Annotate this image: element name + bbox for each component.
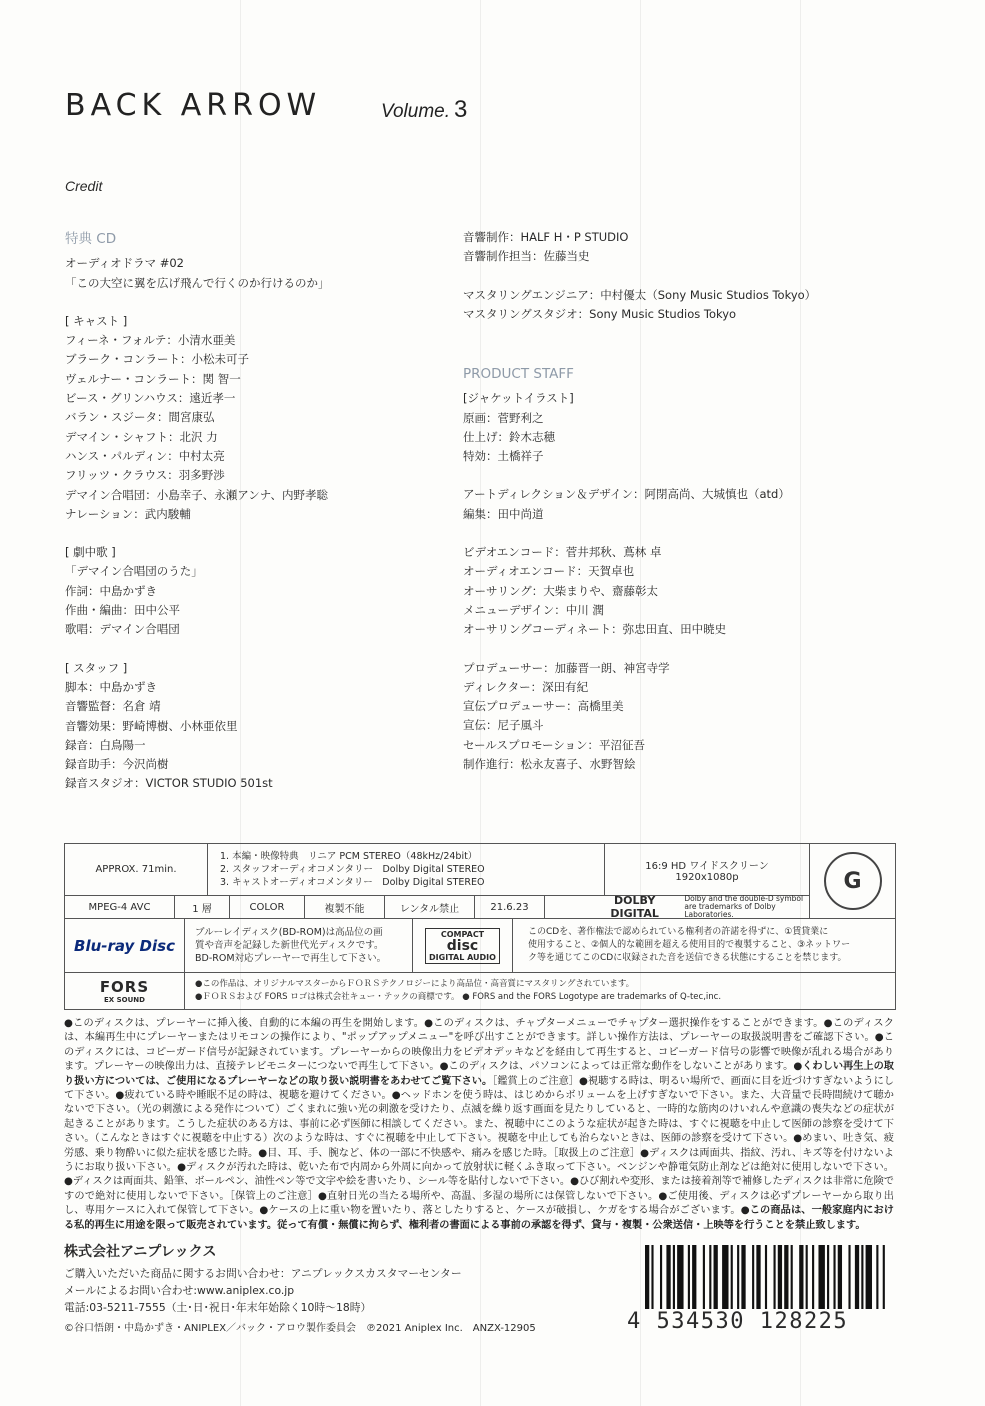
barcode-bar: [818, 1245, 824, 1309]
barcode-bar: [692, 1245, 696, 1309]
credit-line: 宣伝プロデューサー：高橋里美: [463, 699, 624, 714]
screen-cell: [605, 844, 810, 896]
barcode-bar: [666, 1245, 670, 1309]
barcode-bar: [833, 1245, 835, 1309]
runtime: APPROX. 71min.: [95, 864, 177, 875]
barcode-bar: [883, 1245, 885, 1309]
credit-line: 特効：土橋祥子: [463, 449, 544, 464]
credit-line: 「この大空に翼を広げ飛んで行くのか行けるのか」: [65, 275, 330, 290]
seal-cell: [810, 844, 895, 919]
section-heading: 特典 CD: [65, 231, 117, 247]
credit-line: アートディレクション＆デザイン：阿閉高尚、大城慎也（atd）: [463, 487, 790, 502]
credit-line: 編集：田中尚道: [463, 506, 544, 521]
spacer: [463, 466, 790, 485]
copyright: ©谷口悟朗・中島かずき・ANIPLEX／バック・アロウ製作委員会 ℗2021 Aniplex Inc. ANZX-12905: [64, 1323, 536, 1334]
bd-note-1: ブルーレイディスク(BD-ROM)は高品位の画: [195, 927, 383, 938]
barcode-bar: [722, 1245, 728, 1309]
track-3: 3. キャストオーディオコメンタリー Dolby Digital STEREO: [220, 877, 485, 888]
credit-line: フィーネ・フォルテ：小清水亜美: [65, 333, 236, 348]
barcode-bar: [673, 1245, 675, 1309]
warning-text-1: ●このディスクは、プレーヤーに挿入後、自動的に本編の再生を開始します。●このディスクは、チャプターメニューでチャプター選択操作をすることができます。●このディスクは、本編再生中にプレーヤーまたはリモコンの操作により、"ポップアップメニュー"を呼び出すことができます。詳しい操作方法は、プレーヤーの取扱説明書をご確認下さい。●このディスクには、コピーガード信号が記録されています。プレーヤーからの映像出力をビデオデッキなどを経由して再生すると、コピーガード信号の影響で映像が乱れる場合があります。プレーヤーの映像出力は、直接テレビモニターにつないで再生して下さい。●このディスクは、パソコンによっては正常な動作をしないことがあります。: [64, 1018, 894, 1073]
barcode-bar: [784, 1245, 788, 1309]
fors-note-cell: [185, 973, 895, 1009]
cd-logo-2: disc: [446, 937, 479, 954]
credit-line: ブラーク・コンラート：小松未可子: [65, 352, 249, 367]
copy-cell: [305, 896, 385, 919]
credit-line: ナレーション：武内駿輔: [65, 506, 191, 521]
copy-restriction: 複製不能: [324, 903, 365, 915]
credit-line: マスタリングエンジニア：中村優太（Sony Music Studios Tokyo）: [463, 287, 817, 302]
barcode-bar: [855, 1245, 859, 1309]
credit-line: バラン・スジータ：間宮康弘: [65, 410, 215, 425]
contact-line-3: 電話:03-5211-7555（土･日･祝日･年末年始除く10時～18時）: [64, 1301, 372, 1314]
credit-line: 宣伝：尼子風斗: [463, 718, 544, 733]
barcode-bar: [773, 1245, 775, 1309]
credit-line: セールスプロモーション：平沼征吾: [463, 737, 646, 752]
credit-line: 制作進行：松永友喜子、水野智絵: [463, 757, 636, 772]
barcode-bar: [660, 1245, 662, 1309]
credit-line: メニューデザイン：中川 潤: [463, 602, 604, 617]
barcode-bar: [765, 1245, 767, 1309]
compact-disc-logo-icon: [425, 928, 500, 964]
fors-note-1: ●この作品は、オリジナルマスターからＦＯＲＳテクノロジーにより高品位・高音質にマスタリングされています。: [195, 979, 635, 989]
credit-line: 「デマイン合唱団のうた」: [65, 564, 203, 579]
cd-note-3: ク等を通じてこのCDに収録された音を送信できる状態にすることを禁じます。: [528, 953, 847, 963]
section-heading: PRODUCT STAFF: [463, 366, 574, 382]
credit-line: 脚本：中島かずき: [65, 679, 157, 694]
warning-bold-2: ●この商品は、一般家庭内における私的再生に用途を限って販売されています。従って有償・無償に拘らず、権利者の書面による事前の承認を得ず、貸与・複製・公衆送信・上映等を行うことを禁止致します。: [64, 1205, 894, 1231]
spacer: [463, 524, 790, 543]
credit-line: ビース・グリンハウス：遠近孝一: [65, 391, 236, 406]
barcode-bar: [848, 1245, 850, 1309]
bluray-logo-icon: Blu-ray Disc: [74, 936, 175, 955]
credit-line: [ジャケットイラスト]: [463, 391, 574, 406]
volume-text: Volume.: [381, 101, 450, 122]
cd-note-cell: [513, 919, 895, 973]
credit-line: 録音助手：今沢尚樹: [65, 757, 169, 772]
credit-line: ヴェルナー・コンラート：関 智一: [65, 371, 241, 386]
screen-format: 16:9 HD ワイドスクリーン: [645, 860, 769, 872]
barcode-bar: [703, 1245, 705, 1309]
credit-line: オーディオエンコード：天賀卓也: [463, 564, 635, 579]
cd-logo-1: COMPACT: [440, 929, 485, 939]
barcode-bar: [731, 1245, 733, 1309]
barcode-icon: [645, 1245, 887, 1309]
release-date: 21.6.23: [490, 901, 529, 913]
credits-left-column: [65, 230, 330, 794]
credit-line: [ 劇中歌 ]: [65, 545, 116, 560]
barcode-bar: [838, 1245, 842, 1309]
barcode-number: 4 534530 128225: [627, 1309, 849, 1334]
runtime-cell: [65, 844, 208, 896]
credit-line: 録音：白鳥陽一: [65, 737, 146, 752]
codec: MPEG-4 AVC: [88, 901, 151, 913]
credit-line: 音響制作：HALF H・P STUDIO: [463, 230, 629, 244]
bd-note-2: 質や音声を記録した新世代光ディスクです。: [195, 940, 384, 951]
credit-line: オーサリング：大柴まりや、齋藤彰太: [463, 583, 659, 598]
rental-restriction: レンタル禁止: [399, 903, 460, 915]
credit-line: 録音スタジオ：VICTOR STUDIO 501st: [65, 776, 273, 791]
spacer: [65, 640, 330, 659]
track-1: 1. 本編・映像特典 リニア PCM STEREO（48kHz/24bit）: [220, 851, 478, 862]
credit-line: 音響効果：野崎博樹、小林亜依里: [65, 718, 238, 733]
barcode-bar: [714, 1245, 718, 1309]
spacer: [65, 293, 330, 312]
credit-line: オーサリングコーディネート：弥忠田直、田中暁史: [463, 622, 727, 637]
fors-note-2: ●ＦＯＲＳおよび FORS ロゴは株式会社キュー・テックの商標です。 ● FORS and the FORS Logotype are trademarks of Q-tec,inc.: [195, 992, 722, 1002]
barcode-bar: [799, 1245, 803, 1309]
barcode-bar: [688, 1245, 690, 1309]
fors-logo-cell: [65, 973, 185, 1009]
credit-line: ハンス・パルディン：中村太亮: [65, 448, 225, 463]
cd-note-2: 使用すること、②個人的な範囲を超える使用目的で複製すること、③ネットワー: [528, 940, 851, 950]
warning-bold-1: ●くわしい再生上の取り扱い方については、ご使用になるプレーヤーなどの取り扱い説明書をあわせてご覧下さい。: [64, 1061, 894, 1087]
credit-line: ビデオエンコード：菅井邦秋、蔦林 卓: [463, 545, 662, 560]
spacer: [65, 524, 330, 543]
credit-line: デマイン・シャフト：北沢 力: [65, 429, 218, 444]
screen-resolution: 1920x1080p: [675, 871, 739, 883]
track-2: 2. スタッフオーディオコメンタリー Dolby Digital STEREO: [220, 864, 485, 875]
fors-logo-icon: [100, 978, 149, 1004]
dolby-note: Dolby and the double-D symbol are trademarks of Dolby Laboratories.: [684, 894, 804, 919]
credit-heading: Credit: [65, 178, 103, 194]
barcode-bar: [791, 1245, 793, 1309]
credits-right-top: [463, 228, 816, 324]
barcode-bar: [737, 1245, 739, 1309]
fors-logo-text: FORS: [99, 978, 150, 996]
volume-label: [381, 96, 467, 124]
cd-logo-cell: [413, 919, 513, 973]
credit-line: 作詞：中島かずき: [65, 583, 157, 598]
spec-table: [64, 843, 896, 1010]
codec-cell: [65, 896, 175, 919]
credit-line: 音響制作担当：佐藤当史: [463, 249, 590, 264]
barcode-bar: [812, 1245, 814, 1309]
album-title: BACK ARROW: [65, 88, 322, 123]
barcode-bar: [756, 1245, 760, 1309]
credit-line: プロデューサー：加藤晋一朗、神宮寺学: [463, 660, 670, 675]
contact-line-1: ご購入いただいた商品に関するお問い合わせ：アニプレックスカスタマーセンター: [64, 1267, 462, 1280]
tracks-cell: [208, 844, 605, 896]
certification-seal-icon: G: [824, 852, 882, 910]
barcode-bar: [866, 1245, 872, 1309]
cd-logo-3: DIGITAL AUDIO: [429, 952, 496, 962]
credit-line: 原画：菅野利之: [463, 410, 544, 425]
bd-note-cell: [185, 919, 413, 973]
dolby-cell: [545, 896, 810, 919]
credit-line: オーディオドラマ #02: [65, 256, 185, 271]
company-name: 株式会社アニプレックス: [64, 1244, 217, 1260]
contact-info: [64, 1265, 462, 1316]
date-cell: [475, 896, 545, 919]
credit-line: フリッツ・クラウス：羽多野渉: [65, 468, 225, 483]
credit-line: 音響監督：名倉 靖: [65, 699, 161, 714]
barcode-bar: [709, 1245, 711, 1309]
contact-line-2: メールによるお問い合わせ:www.aniplex.co.jp: [64, 1284, 295, 1297]
rental-cell: [385, 896, 475, 919]
barcode-bar: [741, 1245, 745, 1309]
bluray-logo-cell: [65, 919, 185, 973]
barcode-bar: [752, 1245, 754, 1309]
barcode-bar: [861, 1245, 863, 1309]
barcode-bar: [778, 1245, 782, 1309]
fors-logo-sub: EX SOUND: [104, 996, 145, 1004]
color-cell: [230, 896, 305, 919]
barcode-bar: [651, 1245, 653, 1309]
layer-cell: [175, 896, 230, 919]
credit-line: ディレクター：深田有紀: [463, 679, 589, 694]
credit-line: 作曲・編曲：田中公平: [65, 603, 180, 618]
credit-line: 仕上げ：鈴木志穂: [463, 429, 555, 444]
warning-text-2: ［鑑賞上のご注意］●視聴する時は、明るい場所で、画面に目を近づけすぎないようにして下さい。●疲れている時や睡眠不足の時は、視聴を避けてください。●ヘッドホンを使う時は、はじめからボリュームを上げすぎないで下さい。また、大音量で長時間続けて聴かないで下さい。（光の刺激による発作について）ごくまれに強い光の刺激を受けたり、点滅を繰り返す画面を見たりしていると、一時的な筋肉のけいれんや意識の喪失などの症状が起きることがあります。こうした症状のある方は、事前に必ず医師に相談してください。また、視聴中にこのような症状が起きた時は、すぐに視聴を中止して医師の診察を受けて下さい。（こんなときはすぐに視聴を中止する）次のような時は、すぐに視聴を中止して下さい。視聴を中止しても治らないときは、医師の診察を受けて下さい。●めまい、吐き気、疲労感、乗り物酔いに似た症状を感じた時。●目、耳、手、腕など、体の一部に不快感や、痛みを感じた時。［取扱上のご注意］●ディスクは両面共、指紋、汚れ、キズ等を付けないようにお取り扱い下さい。●ディスクが汚れた時は、乾いた布で内周から外周に向かって放射状に軽くふき取って下さい。ベンジンや静電気防止剤などは絶対に使用しないで下さい。●ディスクは両面共、鉛筆、ボールペン、油性ペン等で文字や絵を書いたり、シール等を貼付しないで下さい。●ひび割れや変形、または接着剤等で補修したディスクは非常に危険ですので絶対に使用しないで下さい。［保管上のご注意］●直射日光の当たる場所や、高温、多湿の場所には保管しないで下さい。●ご使用後、ディスクは必ずプレーヤーから取り出し、専用ケースに入れて保管して下さい。●ケースの上に重い物を置いたり、落としたりすると、ケースが破損し、ケガをする場合がございます。: [64, 1075, 894, 1217]
credit-line: マスタリングスタジオ：Sony Music Studios Tokyo: [463, 306, 737, 321]
credit-line: [ スタッフ ]: [65, 660, 128, 675]
barcode-bar: [876, 1245, 878, 1309]
barcode-bar: [677, 1245, 683, 1309]
credits-right-column: [463, 365, 790, 774]
barcode-bar: [827, 1245, 829, 1309]
barcode-bar: [806, 1245, 808, 1309]
layer: 1 層: [192, 903, 212, 915]
bd-note-3: BD-ROM対応プレーヤーで再生して下さい。: [195, 953, 387, 964]
color: COLOR: [249, 901, 285, 913]
credit-line: デマイン合唱団：小島幸子、永瀬アンナ、内野孝聡: [65, 487, 329, 502]
credit-line: [ キャスト ]: [65, 313, 128, 328]
dolby-logo-icon: DOLBY DIGITAL: [610, 894, 659, 920]
cd-note-1: このCDを、著作権法で認められている権利者の許諾を得ずに、①賃貸業に: [528, 927, 829, 937]
spacer: [463, 267, 816, 286]
barcode-bar: [645, 1245, 649, 1309]
credit-line: 歌唱：デマイン合唱団: [65, 622, 180, 637]
usage-warnings: [64, 1017, 894, 1233]
spacer: [463, 640, 790, 659]
volume-number: 3: [454, 96, 468, 123]
